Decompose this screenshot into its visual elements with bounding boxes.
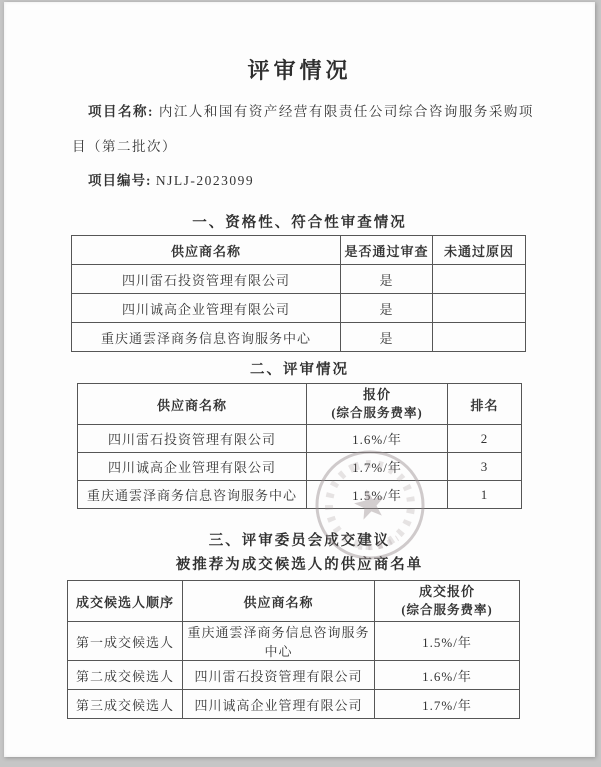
cell-supplier: 四川雷石投资管理有限公司 xyxy=(72,265,341,294)
cell-quote: 1.6%/年 xyxy=(375,661,520,690)
qualification-review-table xyxy=(71,235,526,352)
project-number-label: 项目编号: xyxy=(88,173,152,188)
cell-quote: 1.5%/年 xyxy=(307,481,448,509)
table-header-row xyxy=(68,581,520,622)
cell-reason xyxy=(433,294,526,323)
document-page xyxy=(4,2,595,757)
project-number-value: NJLJ-2023099 xyxy=(155,173,255,188)
cell-quote: 1.7%/年 xyxy=(307,453,448,481)
header-quote: 报价 (综合服务费率) xyxy=(307,384,448,425)
cell-quote: 1.7%/年 xyxy=(375,690,520,719)
cell-supplier: 四川诚高企业管理有限公司 xyxy=(78,453,307,481)
cell-reason xyxy=(433,265,526,294)
header-rank: 排名 xyxy=(448,384,522,425)
header-supplier-name: 供应商名称 xyxy=(78,384,307,425)
cell-quote: 1.6%/年 xyxy=(307,425,448,453)
project-name xyxy=(72,94,543,164)
cell-supplier: 四川雷石投资管理有限公司 xyxy=(78,425,307,453)
table-header-row xyxy=(72,236,526,265)
cell-supplier: 四川诚高企业管理有限公司 xyxy=(72,294,341,323)
project-name-text-line2: 目（第二批次） xyxy=(72,139,177,154)
section2-heading: 二、评审情况 xyxy=(250,362,349,378)
table-row xyxy=(78,481,522,509)
header-supplier-name: 供应商名称 xyxy=(183,581,375,622)
header-deal-quote: 成交报价 (综合服务费率) xyxy=(375,581,520,622)
cell-pass: 是 xyxy=(341,265,433,294)
cell-rank: 1 xyxy=(448,481,522,509)
cell-quote: 1.5%/年 xyxy=(375,622,520,661)
header-pass-review: 是否通过审查 xyxy=(341,236,433,265)
cell-reason xyxy=(433,323,526,352)
project-name-text-line1: 内江人和国有资产经营有限责任公司综合咨询服务采购项 xyxy=(158,104,534,119)
table-row xyxy=(72,323,526,352)
section3-subheading: 被推荐为成交候选人的供应商名单 xyxy=(175,557,424,573)
cell-supplier: 重庆通雲泽商务信息咨询服务中心 xyxy=(183,622,375,661)
table-row xyxy=(78,425,522,453)
cell-supplier: 四川诚高企业管理有限公司 xyxy=(183,690,375,719)
cell-order: 第一成交候选人 xyxy=(68,622,183,661)
header-candidate-order: 成交候选人顺序 xyxy=(68,581,183,622)
table-row xyxy=(68,661,520,690)
header-fail-reason: 未通过原因 xyxy=(433,236,526,265)
table-header-row xyxy=(78,384,522,425)
table-row xyxy=(72,294,526,323)
table-row xyxy=(68,690,520,719)
cell-order: 第三成交候选人 xyxy=(68,690,183,719)
project-number xyxy=(72,164,543,198)
project-name-label: 项目名称: xyxy=(88,104,154,119)
cell-rank: 2 xyxy=(448,425,522,453)
header-supplier-name: 供应商名称 xyxy=(72,236,341,265)
cell-pass: 是 xyxy=(341,323,433,352)
section3-heading: 三、评审委员会成交建议 xyxy=(208,533,391,549)
table-row xyxy=(68,622,520,661)
candidate-list-table xyxy=(67,580,520,719)
cell-rank: 3 xyxy=(448,453,522,481)
table-row xyxy=(72,265,526,294)
evaluation-table xyxy=(77,383,522,509)
cell-supplier: 四川雷石投资管理有限公司 xyxy=(183,661,375,690)
cell-supplier: 重庆通雲泽商务信息咨询服务中心 xyxy=(72,323,341,352)
page-title: 评审情况 xyxy=(247,58,352,83)
cell-supplier: 重庆通雲泽商务信息咨询服务中心 xyxy=(78,481,307,509)
cell-pass: 是 xyxy=(341,294,433,323)
section1-heading: 一、资格性、符合性审查情况 xyxy=(192,215,407,231)
cell-order: 第二成交候选人 xyxy=(68,661,183,690)
table-row xyxy=(78,453,522,481)
